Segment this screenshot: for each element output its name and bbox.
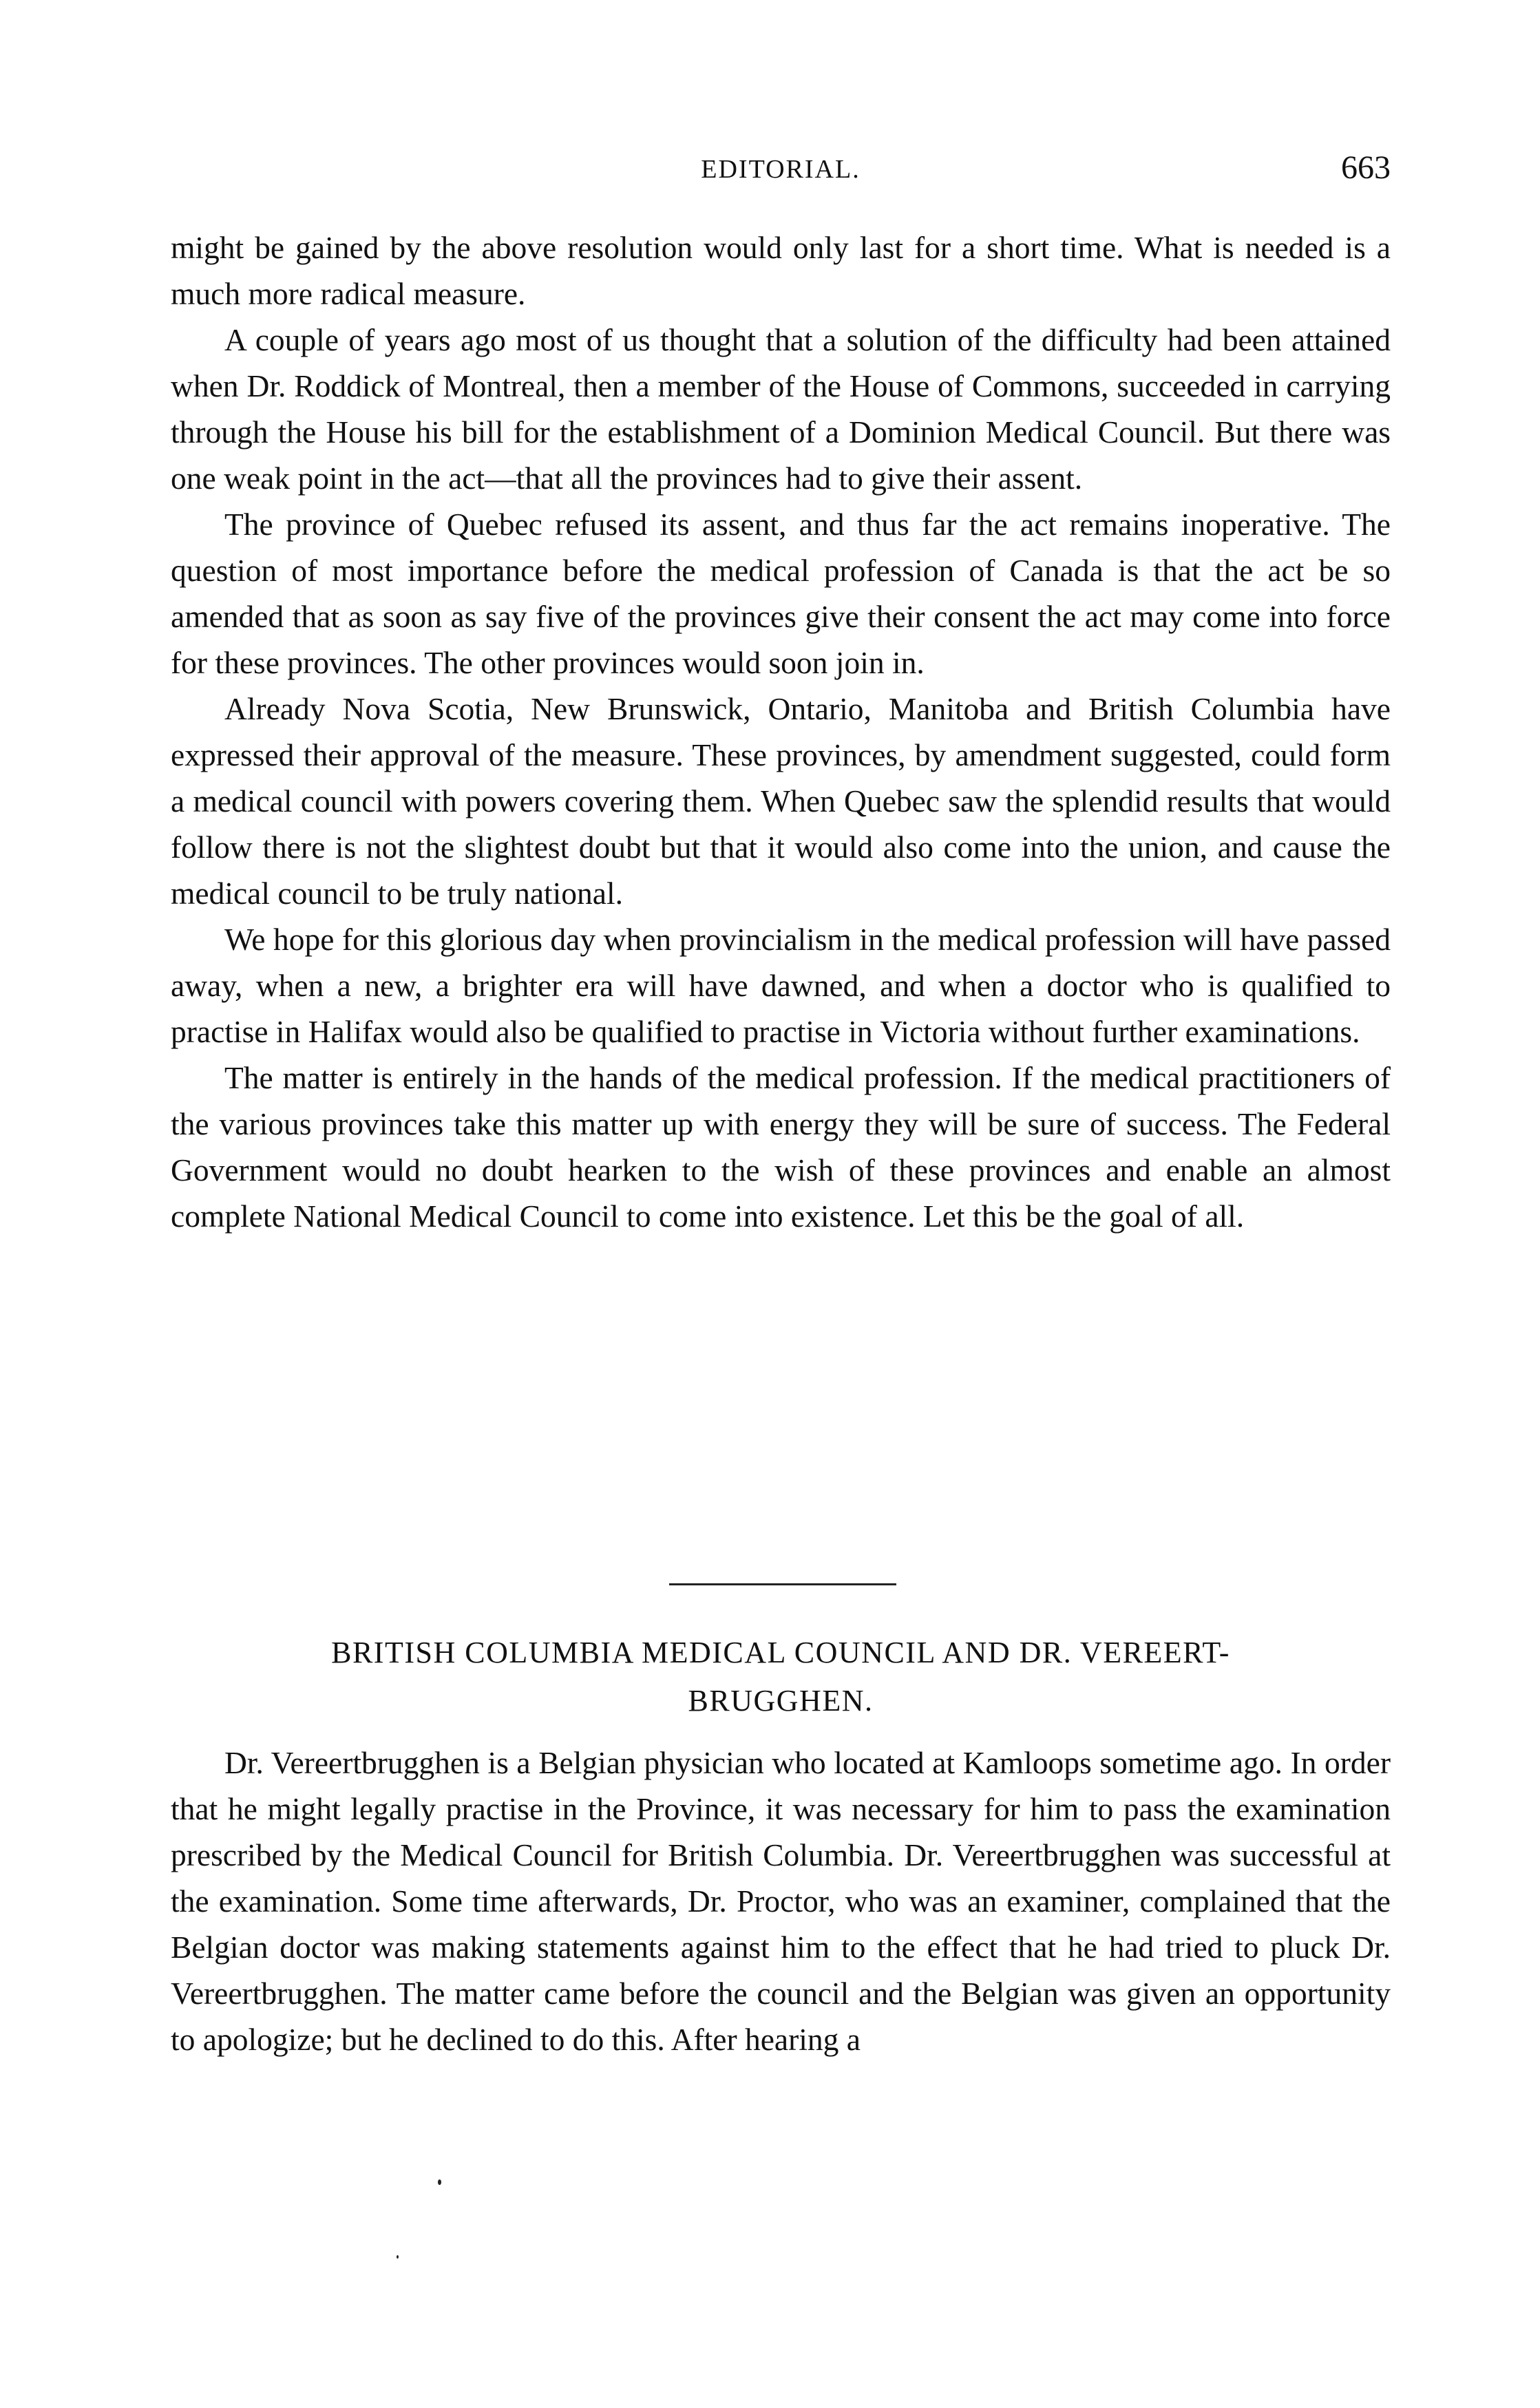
paragraph: The matter is entirely in the hands of the medical profession. If the medical practitioners of the various provinces take this matter up with energy they will be sure of success. The Federal Government would no doubt hearken to the wish of these provinces and enable an almost complete National Medical Council to come into existence. Let this be the goal of all. (171, 1060, 1391, 1234)
paragraph: A couple of years ago most of us thought that a solution of the difficulty had been attained when Dr. Roddick of Montreal, then a member of the House of Commons, succeeded in carrying through the House his bill for the establishment of a Dominion Medical Council. But there was one weak point in the act—that all the provinces had to give their assent. (171, 322, 1391, 496)
running-head (171, 146, 1391, 194)
scan-speck (397, 2255, 399, 2259)
scan-speck (438, 2179, 441, 2185)
editorial-body (171, 224, 1391, 1239)
page-number: 663 (1341, 149, 1391, 186)
running-title: EDITORIAL. (701, 155, 861, 184)
paragraph: Already Nova Scotia, New Brunswick, Ontario, Manitoba and British Columbia have expressed their approval of the measure. These provinces, by amendment suggested, could form a medical council with powers covering them. When Quebec saw the splendid results that would follow there is not the slightest doubt but that it would also come into the union, and cause the medical council to be truly national. (171, 691, 1391, 911)
section-divider (669, 1583, 896, 1585)
paragraph: Dr. Vereertbrugghen is a Belgian physician who located at Kamloops sometime ago. In order that he might legally practise in the Province, it was necessary for him to pass the examination prescribed by the Medical Council for British Columbia. Dr. Vereertbrugghen was successful at the examination. Some time afterwards, Dr. Proctor, who was an examiner, complained that the Belgian doctor was making statements against him to the effect that he had tried to pluck Dr. Vereertbrugghen. The matter came before the council and the Belgian was given an opportunity to apologize; but he declined to do this. After hearing a (171, 1745, 1391, 2057)
section-heading-line-2: BRUGGHEN. (688, 1684, 874, 1718)
paragraph: might be gained by the above resolution would only last for a short time. What is needed is a much more radical measure. (171, 230, 1391, 311)
section-heading-line-1: BRITISH COLUMBIA MEDICAL COUNCIL AND DR. VEREERT- (331, 1636, 1230, 1669)
section-heading (171, 1629, 1391, 1725)
section-body (171, 1740, 1391, 2062)
paragraph: We hope for this glorious day when provincialism in the medical profession will have passed away, when a new, a brighter era will have dawned, and when a doctor who is qualified to practise in Halifax would also be qualified to practise in Victoria without further examinations. (171, 922, 1391, 1049)
paragraph: The province of Quebec refused its assent, and thus far the act remains inoperative. The question of most importance before the medical profession of Canada is that the act be so amended that as soon as say five of the provinces give their consent the act may come into force for these provinces. The other provinces would soon join in. (171, 507, 1391, 680)
